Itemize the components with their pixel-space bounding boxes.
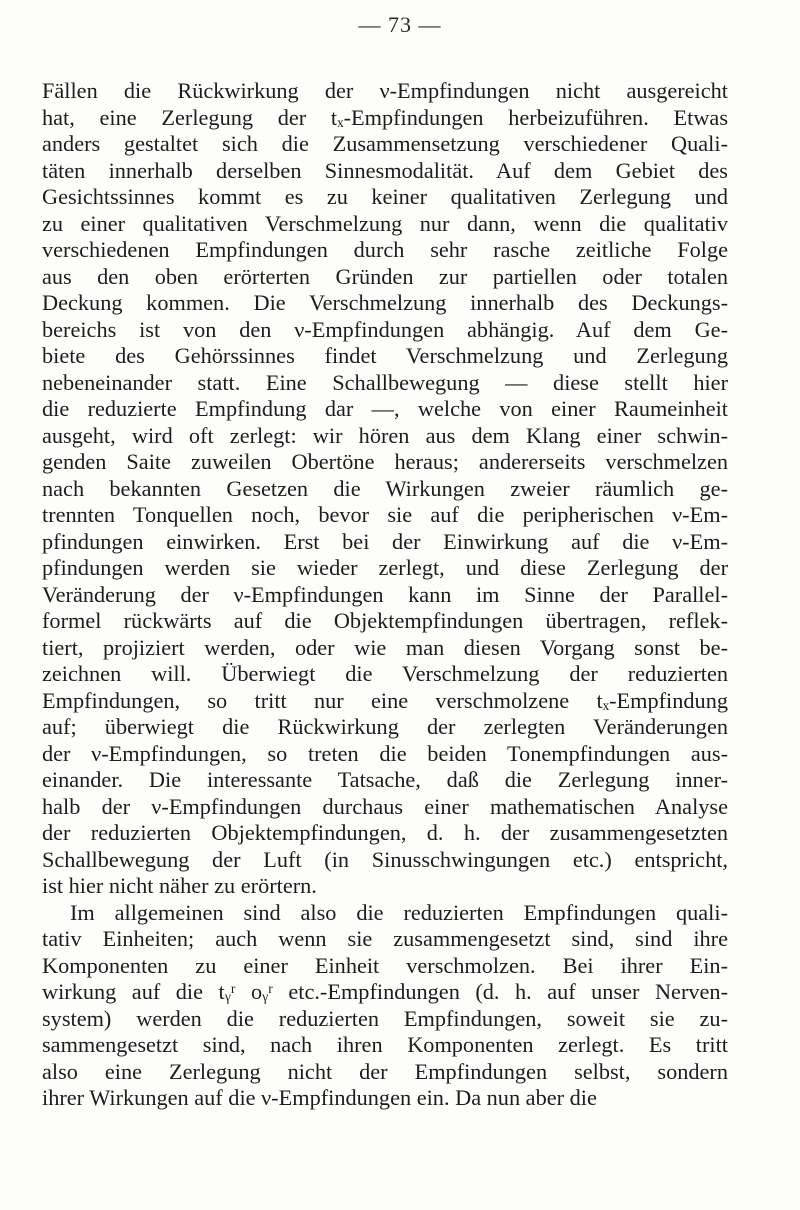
text-line: ihrer Wirkungen auf die ν-Empfindungen ein. Da nun aber die xyxy=(42,1085,597,1110)
text-line: wirkung auf die tᵧʳ oᵧʳ etc.-Empfindungen (d. h. auf unser Nerven- xyxy=(42,979,728,1004)
page-number: — 73 — xyxy=(358,12,442,37)
text-line: die reduzierte Empfindung dar —, welche von einer Raumeinheit xyxy=(42,396,728,421)
text-line: Gesichtssinnes kommt es zu keiner qualitativen Zerlegung und xyxy=(42,184,728,209)
text-line: zeichnen will. Überwiegt die Verschmelzung der reduzierten xyxy=(42,661,728,686)
text-line: halb der ν-Empfindungen durchaus einer mathematischen Analyse xyxy=(42,793,728,819)
text-line: aus den oben erörterten Gründen zur partiellen oder totalen xyxy=(42,263,728,289)
text-line: Fällen die Rückwirkung der ν-Empfindungen nicht ausgereicht xyxy=(42,78,728,103)
paragraph-start-line: Im allgemeinen sind also die reduzierten Empfindungen quali- xyxy=(70,899,728,925)
text-line: pfindungen einwirken. Erst bei der Einwirkung auf die ν-Em- xyxy=(42,528,728,554)
text-line: hat, eine Zerlegung der tₓ-Empfindungen herbeizuführen. Etwas xyxy=(42,104,728,130)
text-line: Veränderung der ν-Empfindungen kann im Sinne der Parallel- xyxy=(42,581,728,607)
text-line: der ν-Empfindungen, so treten die beiden Tonempfindungen aus- xyxy=(42,740,728,766)
text-line: pfindungen werden sie wieder zerlegt, und diese Zerlegung der xyxy=(42,555,728,580)
text-line: biete des Gehörssinnes findet Verschmelzung und Zerlegung xyxy=(42,343,728,368)
text-line: also eine Zerlegung nicht der Empfindungen selbst, sondern xyxy=(42,1058,728,1084)
text-line: anders gestaltet sich die Zusammensetzung verschiedener Quali- xyxy=(42,131,728,156)
text-line: zu einer qualitativen Verschmelzung nur dann, wenn die qualitativ xyxy=(42,210,728,236)
text-line: täten innerhalb derselben Sinnesmodalität. Auf dem Gebiet des xyxy=(42,157,728,183)
text-line: nach bekannten Gesetzen die Wirkungen zweier räumlich ge- xyxy=(42,475,728,501)
text-line: formel rückwärts auf die Objektempfindungen übertragen, reflek- xyxy=(42,608,728,633)
text-line: Empfindungen, so tritt nur eine verschmolzene tₓ-Empfindung xyxy=(42,687,728,713)
text-line: bereichs ist von den ν-Empfindungen abhängig. Auf dem Ge- xyxy=(42,316,728,342)
text-line: nebeneinander statt. Eine Schallbewegung — diese stellt hier xyxy=(42,369,728,395)
text-line: auf; überwiegt die Rückwirkung der zerlegten Veränderungen xyxy=(42,714,728,739)
text-line: der reduzierten Objektempfindungen, d. h. der zusammengesetzten xyxy=(42,820,728,845)
text-line: tiert, projiziert werden, oder wie man diesen Vorgang sonst be- xyxy=(42,634,728,660)
text-line: einander. Die interessante Tatsache, daß die Zerlegung inner- xyxy=(42,767,728,792)
text-line: tativ Einheiten; auch wenn sie zusammengesetzt sind, sind ihre xyxy=(42,926,728,951)
text-line: sammengesetzt sind, nach ihren Komponenten zerlegt. Es tritt xyxy=(42,1032,728,1057)
text-line: ausgeht, wird oft zerlegt: wir hören aus dem Klang einer schwin- xyxy=(42,422,728,448)
text-line: Deckung kommen. Die Verschmelzung innerhalb des Deckungs- xyxy=(42,290,728,315)
paragraph-end-line: ist hier nicht näher zu erörtern. xyxy=(42,873,317,898)
body-text xyxy=(42,78,728,1112)
text-line: trennten Tonquellen noch, bevor sie auf die peripherischen ν-Em- xyxy=(42,502,728,527)
text-line: Komponenten zu einer Einheit verschmolzen. Bei ihrer Ein- xyxy=(42,952,728,978)
text-line: system) werden die reduzierten Empfindungen, soweit sie zu- xyxy=(42,1005,728,1031)
text-line: genden Saite zuweilen Obertöne heraus; andererseits verschmelzen xyxy=(42,449,728,474)
text-line: verschiedenen Empfindungen durch sehr rasche zeitliche Folge xyxy=(42,237,728,262)
text-line: Schallbewegung der Luft (in Sinusschwingungen etc.) entspricht, xyxy=(42,846,728,872)
